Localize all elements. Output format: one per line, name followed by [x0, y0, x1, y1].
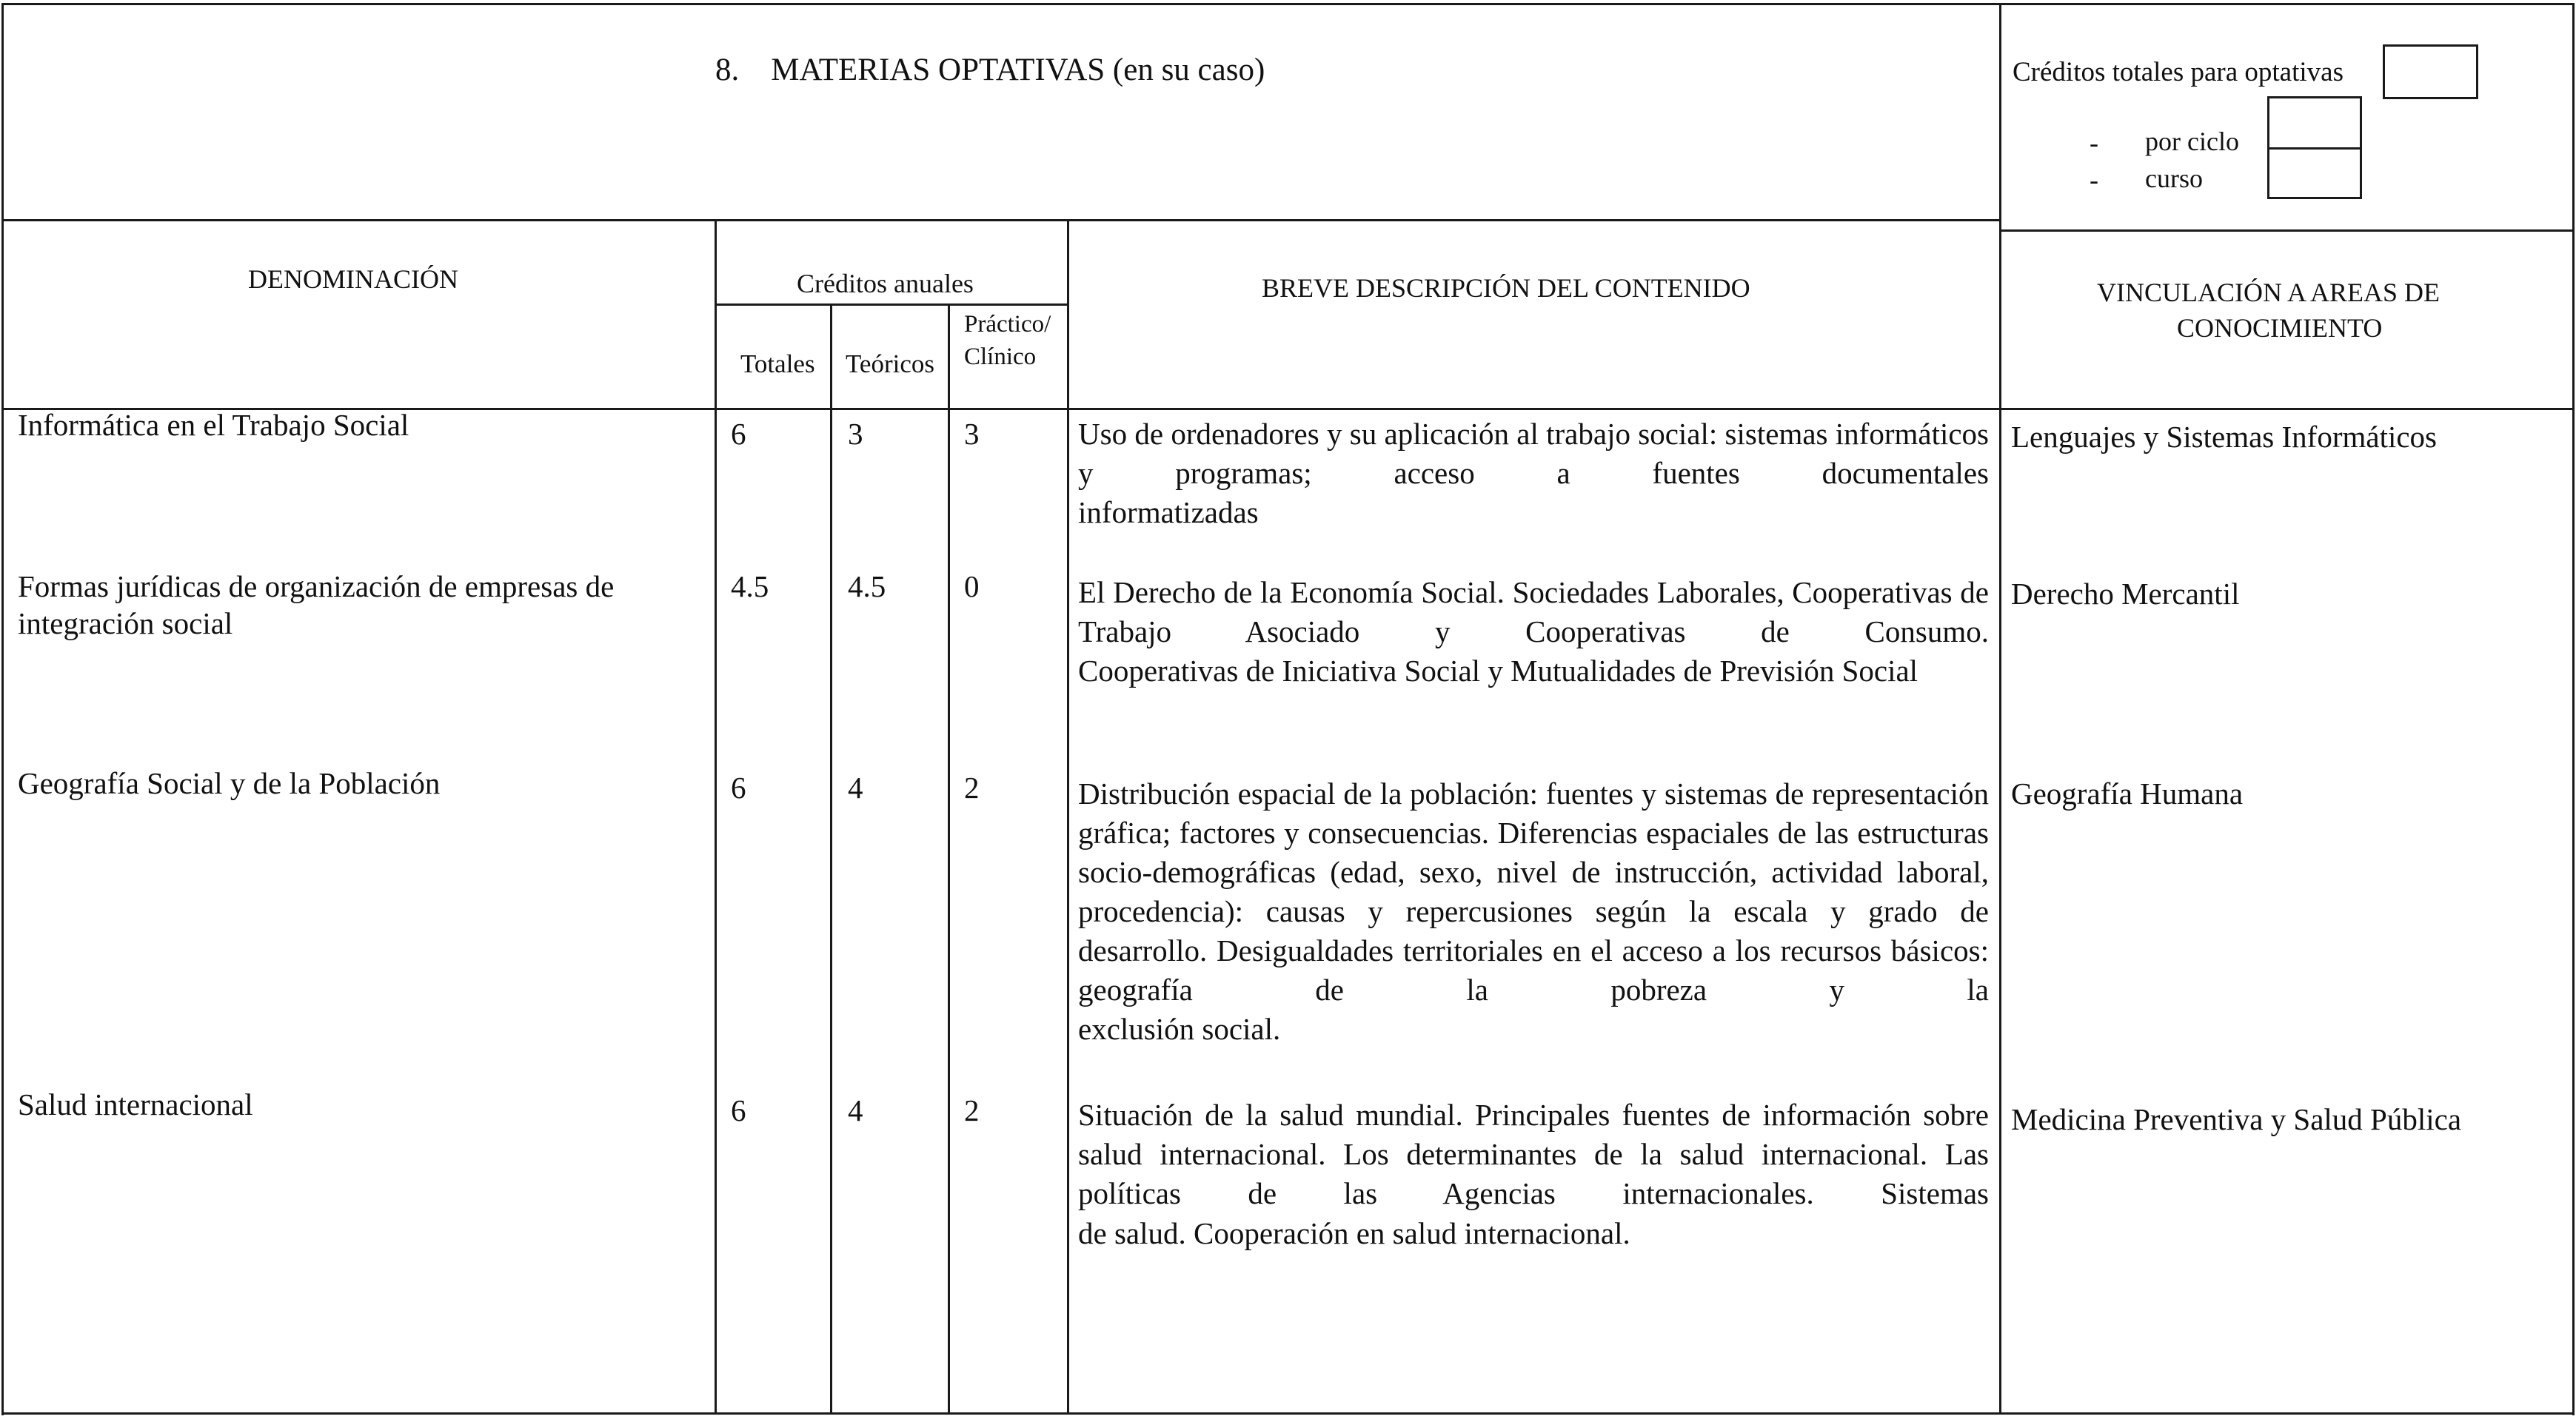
row-description: El Derecho de la Economía Social. Sociedades Laborales, Cooperativas de Trabajo Asociado y Cooperativas de Consumo.	[1078, 575, 1989, 648]
row-teoricos: 4	[848, 771, 863, 805]
credits-total-label: Créditos totales para optativas	[2013, 57, 2344, 87]
border-right	[2572, 3, 2575, 1415]
border-bottom	[1, 1412, 2575, 1415]
vline-totales	[830, 303, 832, 1414]
por-ciclo-label: por ciclo	[2145, 127, 2239, 156]
row-practico: 2	[964, 771, 980, 805]
row-description-end: exclusión social.	[1078, 1012, 1281, 1046]
row-description-end: informatizadas	[1078, 495, 1259, 529]
row-teoricos: 4	[848, 1093, 863, 1127]
col-creditos-anuales: Créditos anuales	[797, 269, 974, 298]
col-totales: Totales	[740, 349, 815, 378]
row-description-end: de salud. Cooperación en salud internacional.	[1078, 1216, 1630, 1250]
row-area: Medicina Preventiva y Salud Pública	[2011, 1102, 2462, 1136]
por-ciclo-input[interactable]	[2267, 96, 2362, 150]
row-area: Derecho Mercantil	[2011, 577, 2240, 611]
row-name: Salud internacional	[18, 1087, 253, 1121]
col-teoricos: Teóricos	[846, 349, 935, 378]
col-vinculacion-l2: CONOCIMIENTO	[2177, 313, 2383, 343]
border-left	[1, 3, 4, 1415]
row-teoricos: 4.5	[848, 569, 886, 603]
curso-input[interactable]	[2267, 147, 2362, 199]
row-practico: 2	[964, 1093, 980, 1127]
row-name-cont: integración social	[18, 606, 233, 640]
row-description: Situación de la salud mundial. Principales fuentes de información sobre salud internacional. Los determinantes de la salud internacional. Las políticas de las Agencias internacionales. Sistemas	[1078, 1098, 1989, 1210]
col-descripcion: BREVE DESCRIPCIÓN DEL CONTENIDO	[1262, 273, 1750, 303]
credits-total-input[interactable]	[2383, 44, 2478, 99]
line-credits-bottom	[1999, 229, 2575, 232]
row-area: Geografía Humana	[2011, 777, 2244, 811]
row-totales: 6	[731, 1093, 746, 1127]
curso-dash: -	[2090, 165, 2098, 195]
row-practico: 0	[964, 569, 980, 603]
row-totales: 4.5	[731, 569, 769, 603]
border-top	[1, 3, 2575, 5]
row-name: Formas jurídicas de organización de empresas de	[18, 569, 615, 603]
section-title: 8. MATERIAS OPTATIVAS (en su caso)	[715, 53, 1265, 87]
row-description: Distribución espacial de la población: fuentes y sistemas de representación gráfica; factores y consecuencias. Diferencias espaciales de las estructuras socio-demográficas (edad, sexo, nivel de instrucción, actividad laboral, procedencia): causas y repercusiones según la escala y grado de desarrollo. Desigualdades territoriales en el acceso a los recursos básicos: geografía de la pobreza y la	[1078, 777, 1989, 1007]
row-totales: 6	[731, 771, 746, 805]
vline-denominacion	[715, 219, 717, 1414]
vline-practico	[1067, 219, 1069, 1414]
line-title-bottom	[1, 219, 2001, 221]
col-vinculacion-l1: VINCULACIÓN A AREAS DE	[2097, 278, 2440, 307]
por-ciclo-dash: -	[2090, 128, 2098, 158]
curso-label: curso	[2145, 164, 2203, 193]
row-totales: 6	[731, 417, 746, 451]
col-denominacion: DENOMINACIÓN	[248, 264, 458, 294]
row-area: Lenguajes y Sistemas Informáticos	[2011, 420, 2438, 454]
row-description-end: Cooperativas de Iniciativa Social y Mutualidades de Previsión Social	[1078, 654, 1918, 688]
vline-descripcion	[1999, 3, 2001, 1414]
row-name: Informática en el Trabajo Social	[18, 408, 409, 442]
line-creditos-subheader	[715, 303, 1068, 306]
row-teoricos: 3	[848, 417, 863, 451]
vline-teoricos	[948, 303, 950, 1414]
col-practico-l2: Clínico	[964, 343, 1037, 370]
row-name: Geografía Social y de la Población	[18, 766, 441, 800]
row-practico: 3	[964, 417, 980, 451]
row-description: Uso de ordenadores y su aplicación al trabajo social: sistemas informáticos y programas; acceso a fuentes documentales	[1078, 417, 1989, 490]
col-practico-l1: Práctico/	[964, 311, 1051, 338]
